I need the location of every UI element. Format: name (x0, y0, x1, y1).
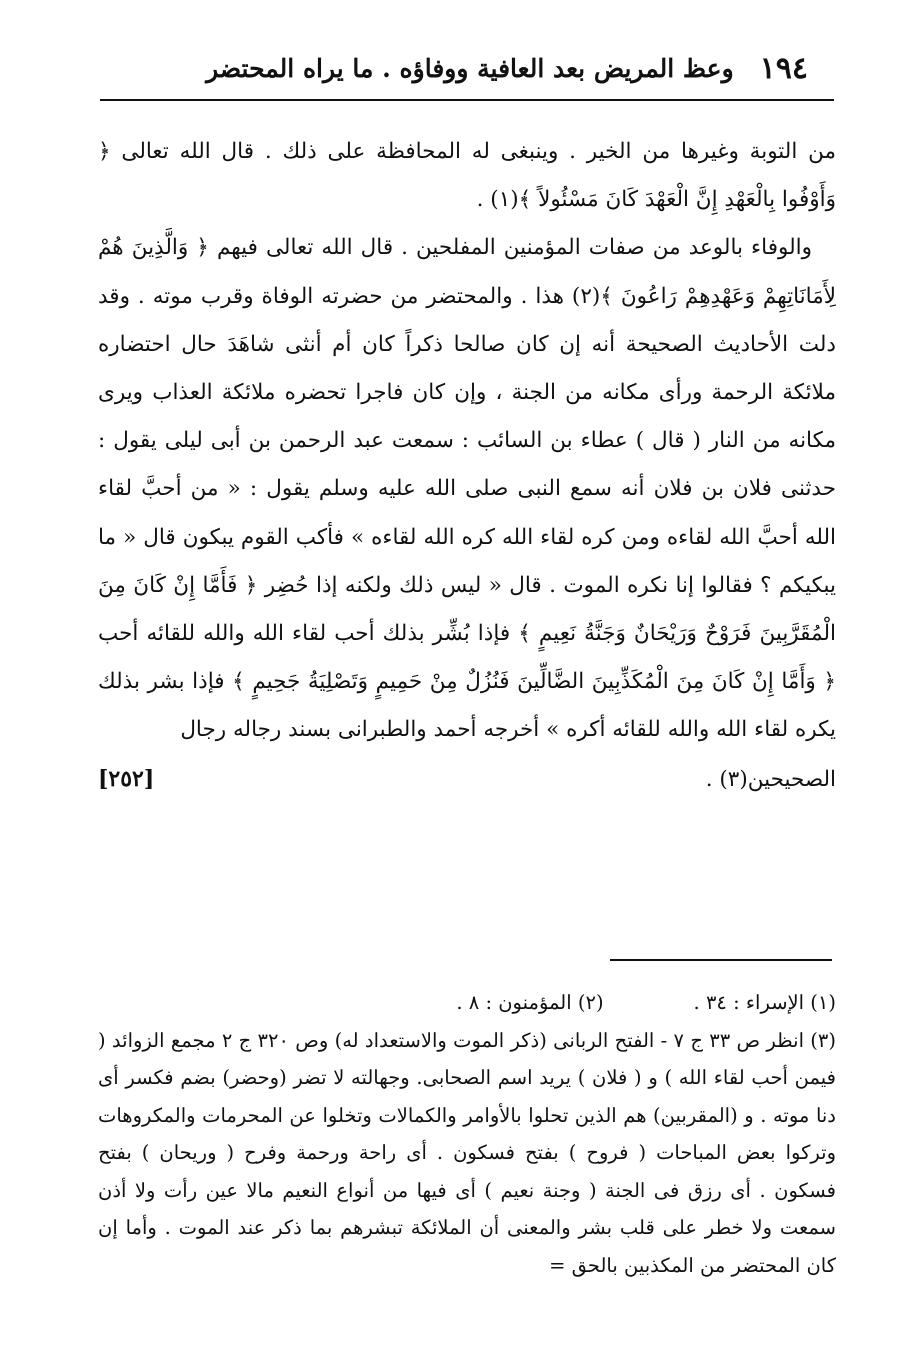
footnote-2: (٢) المؤمنون : ٨ . (456, 991, 604, 1014)
page-header (206, 44, 808, 92)
paragraph-2-end: الصحيحين(٣) . (705, 766, 836, 792)
footnote-3: (٣) انظر ص ٣٣ ج ٧ - الفتح الربانى (ذكر الموت والاستعداد له) وص ٣٢٠ ج ٢ مجمع الزوائد ( فيمن أحب لقاء الله ) و ( فلان ) يريد اسم الصحابى. وجهالته لا تضر (وحضر) بضم فكسر أى دنا موته . و (المقربين) هم الذين تحلوا بالأوامر والكمالات وتخلوا عن المحرمات والمكروهات وتركوا بعض المباحات ( فروح ) بفتح فسكون . أى راحة ورحمة وفرح ( وريحان ) بفتح فسكون . أى رزق فى الجنة ( وجنة نعيم ) أى فيها من أنواع النعيم مالا عين رأت ولا أذن سمعت ولا خطر على قلب بشر والمعنى أن الملائكة تبشرهم بما ذكر عند الموت . وأما إن كان المحتضر من المكذبين بالحق = (98, 1028, 836, 1277)
paragraph-2: والوفاء بالوعد من صفات المؤمنين المفلحين . قال الله تعالى فيهم ﴿ وَالَّذِينَ هُمْ لِأَمَانَاتِهِمْ وَعَهْدِهِمْ رَاعُونَ ﴾(٢) هذا . والمحتضر من حضرته الوفاة وقرب موته . وقد دلت الأحاديث الصحيحة أنه إن كان صالحا ذكراً كان أم أنثى شاهَدَ حال احتضاره ملائكة الرحمة ورأى مكانه من الجنة ، وإن كان فاجرا تحضره ملائكة العذاب ويرى مكانه من النار ( قال ) عطاء بن السائب : سمعت عبد الرحمن بن أبى ليلى يقول : حدثنى فلان بن فلان أنه سمع النبى صلى الله عليه وسلم يقول : « من أحبَّ لقاء الله أحبَّ الله لقاءه ومن كره لقاء الله كره الله لقاءه » فأكب القوم يبكون قال « ما يبكيكم ؟ فقالوا إنا نكره الموت . قال « ليس ذلك ولكنه إذا حُضِر ﴿ فَأَمَّا إِنْ كَانَ مِنَ الْمُقَرَّبِينَ فَرَوْحٌ وَرَيْحَانٌ وَجَنَّةُ نَعِيمٍ ﴾ فإذا بُشِّر بذلك أحب لقاء الله والله للقائه أحب ﴿ وَأَمَّا إِنْ كَانَ مِنَ الْمُكَذِّبِينَ الضَّالِّينَ فَنُزُلٌ مِنْ حَمِيمٍ وَتَصْلِيَةُ جَحِيمٍ ﴾ فإذا بشر بذلك يكره لقاء الله والله للقائه أكره » أخرجه أحمد والطبرانى بسند رجاله رجال (98, 235, 836, 743)
footnote-divider (610, 959, 832, 961)
running-title: وعظ المريض بعد العافية ووفاؤه . ما يراه المحتضر (206, 53, 734, 83)
paragraph-2-closing-line (98, 755, 836, 804)
footnote-1: (١) الإسراء : ٣٤ . (693, 991, 836, 1014)
paragraph-1: من التوبة وغيرها من الخير . وينبغى له المحافظة على ذلك . قال الله تعالى ﴿ وَأَوْفُوا بِالْعَهْدِ إِنَّ الْعَهْدَ كَانَ مَسْئُولاً ﴾(١) . (98, 139, 836, 213)
header-divider (100, 99, 834, 101)
main-text (98, 128, 836, 804)
page-number: ١٩٤ (759, 50, 808, 86)
hadith-reference-number: [٢٥٢] (98, 765, 155, 792)
footnotes (98, 984, 836, 1284)
footnote-row (98, 984, 836, 1022)
